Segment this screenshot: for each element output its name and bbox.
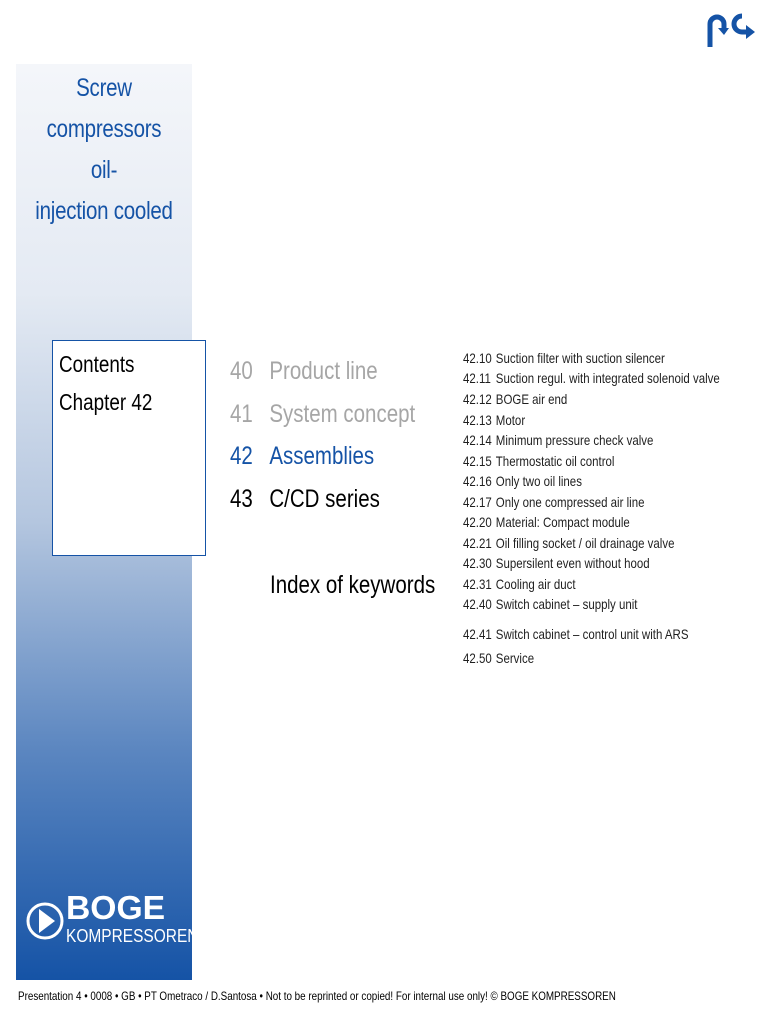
navigation-buttons <box>707 13 755 49</box>
list-item[interactable] <box>463 412 525 428</box>
item-number: 42.11 <box>463 370 491 386</box>
item-number: 42.15 <box>463 453 492 469</box>
list-item[interactable] <box>463 555 650 571</box>
item-number: 42.41 <box>463 626 492 642</box>
item-label: Suction filter with suction silencer <box>495 350 665 366</box>
chapter-title: C/CD series <box>269 485 380 513</box>
list-item[interactable] <box>463 473 582 489</box>
list-item[interactable] <box>463 626 689 642</box>
list-item[interactable] <box>463 576 576 592</box>
chapter-title: System concept <box>269 400 416 428</box>
item-number: 42.16 <box>463 473 492 489</box>
back-icon[interactable] <box>707 13 729 49</box>
item-label: Switch cabinet – control unit with ARS <box>495 626 689 642</box>
chapter-number: 43 <box>230 485 253 513</box>
chapter-number: 42 <box>230 442 253 470</box>
chapter-title: Product line <box>269 357 378 385</box>
item-label: Suction regul. with integrated solenoid valve <box>495 370 720 386</box>
item-label: Material: Compact module <box>495 514 630 530</box>
list-item[interactable] <box>463 432 653 448</box>
list-item[interactable] <box>463 596 637 612</box>
item-label: Oil filling socket / oil drainage valve <box>495 535 675 551</box>
presentation-title <box>32 68 176 232</box>
chapter-41-link[interactable] <box>230 400 415 429</box>
next-icon[interactable] <box>731 13 755 49</box>
chapter-number: 40 <box>230 357 253 385</box>
item-label: BOGE air end <box>495 391 568 407</box>
item-number: 42.40 <box>463 596 492 612</box>
list-item[interactable] <box>463 453 614 469</box>
item-label: Only one compressed air line <box>495 494 645 510</box>
footer-note: Presentation 4 • 0008 • GB • PT Ometraco / D.Santosa • Not to be reprinted or copied! For internal use only! © BOGE KOMPRESSOREN <box>18 989 616 1003</box>
item-number: 42.50 <box>463 650 492 666</box>
list-item[interactable] <box>463 350 665 366</box>
list-item[interactable] <box>463 535 674 551</box>
item-label: Service <box>495 650 535 666</box>
title-line-3: injection cooled <box>35 197 173 225</box>
title-line-1: Screw <box>76 74 132 102</box>
item-number: 42.12 <box>463 391 492 407</box>
chapter-number: 41 <box>230 400 253 428</box>
item-label: Minimum pressure check valve <box>495 432 654 448</box>
logo-subtitle: KOMPRESSOREN <box>66 926 199 946</box>
list-item[interactable] <box>463 370 720 386</box>
item-label: Thermostatic oil control <box>495 453 615 469</box>
play-triangle-icon <box>26 888 64 954</box>
index-of-keywords-link[interactable]: Index of keywords <box>270 571 436 599</box>
item-number: 42.14 <box>463 432 492 448</box>
item-label: Supersilent even without hood <box>495 555 650 571</box>
chapter-title: Assemblies <box>269 442 375 470</box>
item-number: 42.30 <box>463 555 492 571</box>
boge-logo <box>26 888 199 954</box>
list-item[interactable] <box>463 494 644 510</box>
item-label: Switch cabinet – supply unit <box>495 596 638 612</box>
item-label: Cooling air duct <box>495 576 576 592</box>
chapter-label: Chapter 42 <box>59 389 153 415</box>
list-item[interactable] <box>463 650 534 666</box>
chapter-43-link[interactable] <box>230 485 380 514</box>
chapter-40-link[interactable] <box>230 357 378 386</box>
item-label: Motor <box>495 412 526 428</box>
logo-wordmark: BOGE <box>66 889 166 926</box>
item-number: 42.13 <box>463 412 492 428</box>
contents-label: Contents <box>59 351 135 377</box>
item-number: 42.10 <box>463 350 492 366</box>
item-number: 42.21 <box>463 535 492 551</box>
list-item[interactable] <box>463 391 567 407</box>
item-number: 42.17 <box>463 494 492 510</box>
chapter-42-link[interactable] <box>230 442 374 471</box>
item-label: Only two oil lines <box>495 473 582 489</box>
list-item[interactable] <box>463 514 630 530</box>
item-number: 42.20 <box>463 514 492 530</box>
title-line-2: compressors oil- <box>46 115 162 184</box>
contents-box <box>52 340 206 556</box>
item-number: 42.31 <box>463 576 492 592</box>
